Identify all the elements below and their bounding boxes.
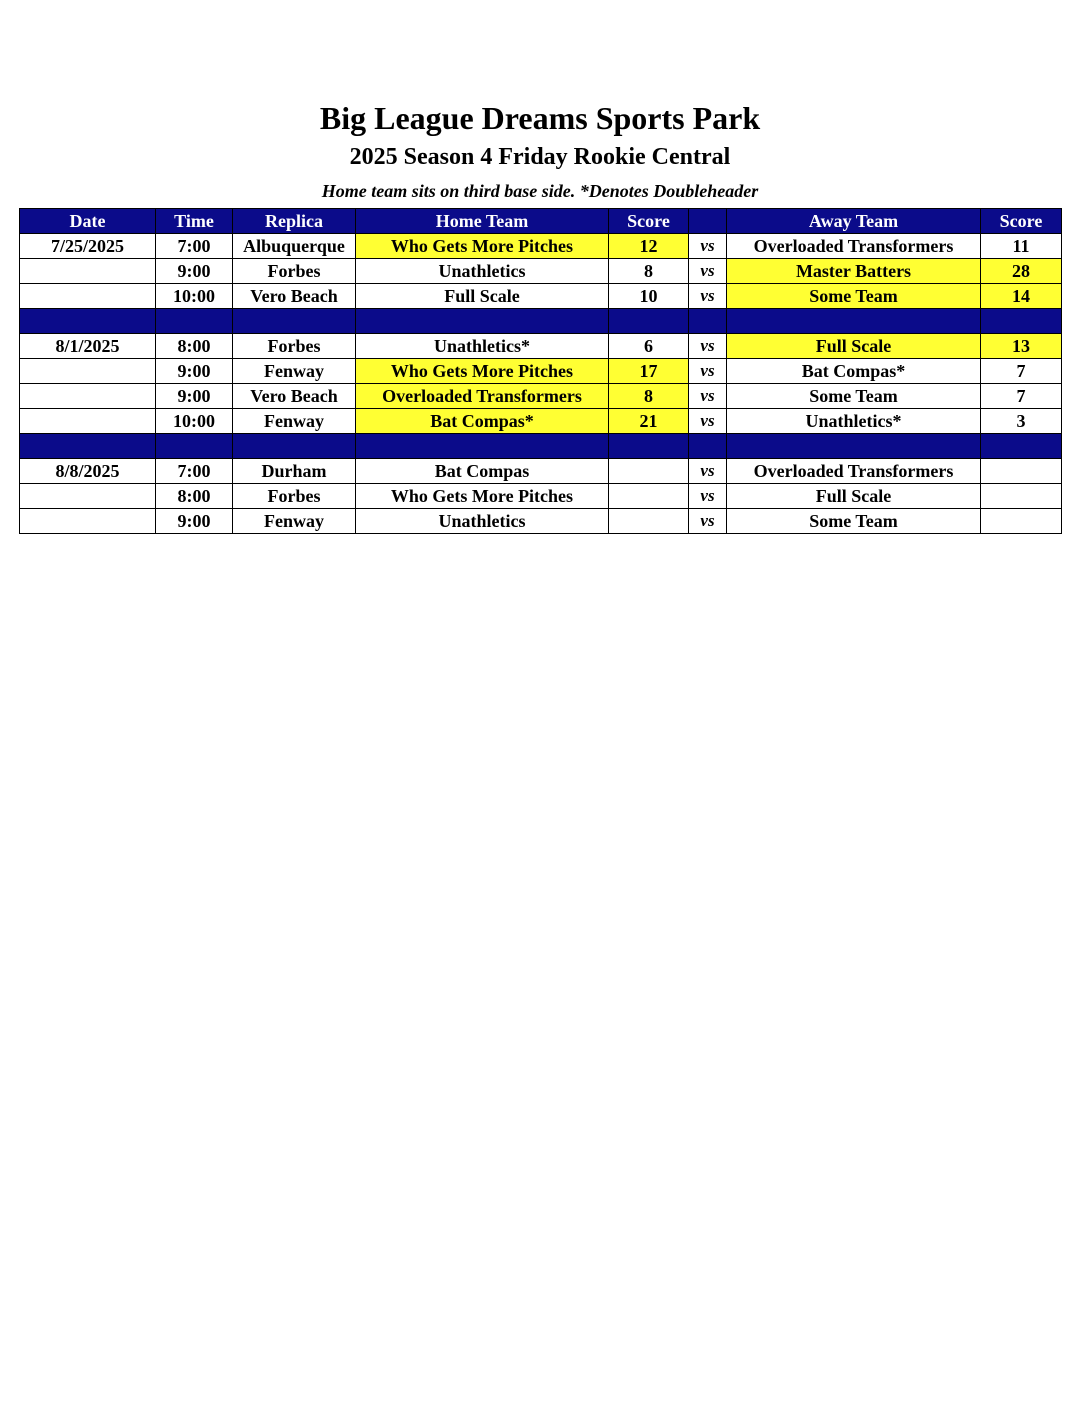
time-cell: 7:00 [156, 234, 233, 259]
home-team-cell: Bat Compas [356, 459, 609, 484]
away-team-cell: Overloaded Transformers [727, 459, 981, 484]
separator-cell [356, 309, 609, 334]
time-cell: 10:00 [156, 409, 233, 434]
separator-cell [20, 309, 156, 334]
away-team-cell: Some Team [727, 509, 981, 534]
page-subtitle: 2025 Season 4 Friday Rookie Central [349, 144, 731, 170]
replica-cell: Forbes [233, 484, 356, 509]
table-row [20, 384, 1062, 409]
home-team-cell: Full Scale [356, 284, 609, 309]
date-cell: 8/8/2025 [20, 459, 156, 484]
column-header-away-score: Score [981, 209, 1062, 234]
vs-label: vs [689, 259, 727, 284]
time-cell: 10:00 [156, 284, 233, 309]
home-team-cell: Unathletics [356, 259, 609, 284]
date-cell [20, 259, 156, 284]
column-header-replica: Replica [233, 209, 356, 234]
away-team-cell: Some Team [727, 384, 981, 409]
date-cell [20, 284, 156, 309]
column-header-home-team: Home Team [356, 209, 609, 234]
away-team-cell: Some Team [727, 284, 981, 309]
vs-label: vs [689, 459, 727, 484]
replica-cell: Fenway [233, 359, 356, 384]
table-row [20, 509, 1062, 534]
column-header-home-score: Score [609, 209, 689, 234]
home-team-cell: Overloaded Transformers [356, 384, 609, 409]
away-score-cell: 7 [981, 359, 1062, 384]
schedule-note: Home team sits on third base side. *Denotes Doubleheader [321, 181, 759, 201]
away-team-cell: Master Batters [727, 259, 981, 284]
time-cell: 9:00 [156, 509, 233, 534]
table-row [20, 459, 1062, 484]
home-team-cell: Who Gets More Pitches [356, 359, 609, 384]
time-cell: 8:00 [156, 484, 233, 509]
date-cell: 7/25/2025 [20, 234, 156, 259]
separator-cell [233, 309, 356, 334]
away-team-cell: Overloaded Transformers [727, 234, 981, 259]
away-team-cell: Unathletics* [727, 409, 981, 434]
date-separator-row [20, 309, 1062, 334]
home-team-cell: Who Gets More Pitches [356, 234, 609, 259]
separator-cell [727, 309, 981, 334]
vs-label: vs [689, 409, 727, 434]
replica-cell: Forbes [233, 334, 356, 359]
away-score-cell: 3 [981, 409, 1062, 434]
vs-label: vs [689, 384, 727, 409]
home-score-cell: 10 [609, 284, 689, 309]
away-team-cell: Full Scale [727, 334, 981, 359]
table-row [20, 484, 1062, 509]
column-header-vs [689, 209, 727, 234]
away-score-cell: 7 [981, 384, 1062, 409]
vs-label: vs [689, 484, 727, 509]
replica-cell: Albuquerque [233, 234, 356, 259]
schedule-table [19, 208, 1062, 534]
home-score-cell: 8 [609, 384, 689, 409]
column-header-time: Time [156, 209, 233, 234]
separator-cell [981, 434, 1062, 459]
home-score-cell [609, 459, 689, 484]
table-row [20, 334, 1062, 359]
vs-label: vs [689, 234, 727, 259]
home-score-cell: 8 [609, 259, 689, 284]
date-cell [20, 509, 156, 534]
separator-cell [233, 434, 356, 459]
separator-cell [609, 309, 689, 334]
home-score-cell: 6 [609, 334, 689, 359]
home-score-cell [609, 484, 689, 509]
away-score-cell: 28 [981, 259, 1062, 284]
home-team-cell: Unathletics [356, 509, 609, 534]
vs-label: vs [689, 284, 727, 309]
away-score-cell [981, 484, 1062, 509]
table-header-row [20, 209, 1062, 234]
home-score-cell: 21 [609, 409, 689, 434]
away-score-cell: 14 [981, 284, 1062, 309]
separator-cell [609, 434, 689, 459]
replica-cell: Forbes [233, 259, 356, 284]
table-row [20, 284, 1062, 309]
replica-cell: Durham [233, 459, 356, 484]
column-header-date: Date [20, 209, 156, 234]
separator-cell [981, 309, 1062, 334]
date-cell [20, 409, 156, 434]
time-cell: 9:00 [156, 384, 233, 409]
separator-cell [20, 434, 156, 459]
page-title: Big League Dreams Sports Park [319, 100, 761, 136]
separator-cell [356, 434, 609, 459]
date-cell [20, 484, 156, 509]
home-team-cell: Unathletics* [356, 334, 609, 359]
separator-cell [156, 434, 233, 459]
home-score-cell [609, 509, 689, 534]
vs-label: vs [689, 359, 727, 384]
separator-cell [727, 434, 981, 459]
separator-cell [689, 434, 727, 459]
time-cell: 7:00 [156, 459, 233, 484]
date-cell: 8/1/2025 [20, 334, 156, 359]
vs-label: vs [689, 509, 727, 534]
away-score-cell [981, 509, 1062, 534]
home-team-cell: Who Gets More Pitches [356, 484, 609, 509]
column-header-away-team: Away Team [727, 209, 981, 234]
time-cell: 8:00 [156, 334, 233, 359]
away-score-cell: 11 [981, 234, 1062, 259]
time-cell: 9:00 [156, 359, 233, 384]
replica-cell: Fenway [233, 509, 356, 534]
away-score-cell: 13 [981, 334, 1062, 359]
table-row [20, 234, 1062, 259]
home-score-cell: 12 [609, 234, 689, 259]
home-team-cell: Bat Compas* [356, 409, 609, 434]
table-row [20, 409, 1062, 434]
vs-label: vs [689, 334, 727, 359]
replica-cell: Vero Beach [233, 284, 356, 309]
date-cell [20, 359, 156, 384]
table-row [20, 259, 1062, 284]
separator-cell [689, 309, 727, 334]
date-cell [20, 384, 156, 409]
date-separator-row [20, 434, 1062, 459]
separator-cell [156, 309, 233, 334]
away-team-cell: Bat Compas* [727, 359, 981, 384]
time-cell: 9:00 [156, 259, 233, 284]
replica-cell: Vero Beach [233, 384, 356, 409]
away-team-cell: Full Scale [727, 484, 981, 509]
schedule-body [20, 234, 1062, 534]
replica-cell: Fenway [233, 409, 356, 434]
home-score-cell: 17 [609, 359, 689, 384]
table-row [20, 359, 1062, 384]
away-score-cell [981, 459, 1062, 484]
